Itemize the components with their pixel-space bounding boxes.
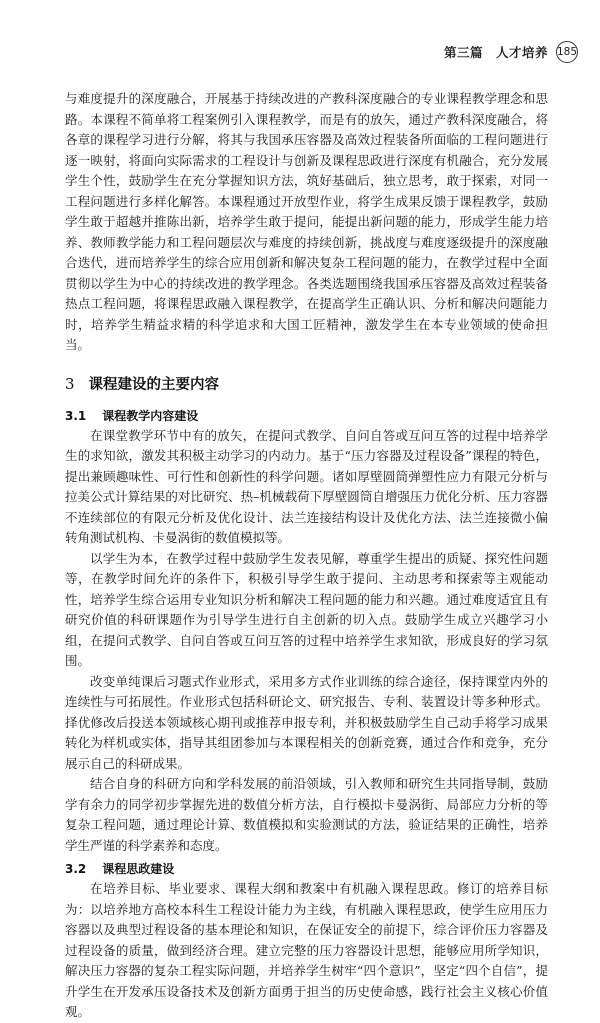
body-text (65, 89, 548, 1023)
paragraph: 改变单纯课后习题式作业形式，采用多方式作业训练的综合途径，保持课堂内外的连续性与可拓展性。作业形式包括科研论文、研究报告、专利、装置设计等多种形式。择优修改后投送本领域核心期刊或推荐申报专利，并积极鼓励学生自己动手将学习成果转化为样机或实体，指导其组团参加与本课程相关的创新竞赛，通过合作和竞争，充分展示自己的科研成果。 (65, 673, 548, 771)
paragraph: 结合自身的科研方向和学科发展的前沿领域，引入教师和研究生共同指导制，鼓励学有余力的同学初步掌握先进的数值分析方法，自行模拟卡曼涡街、局部应力分析的等复杂工程问题，通过理论计算、数值模拟和实验测试的方法，验证结果的正确性，培养学生严谨的科学素养和态度。 (65, 776, 548, 853)
header-title: 第三篇 人才培养 (443, 45, 548, 60)
running-header (444, 41, 578, 63)
section-heading (65, 373, 548, 394)
section-title: 课程建设的主要内容 (88, 376, 220, 393)
subsection-title: 课程教学内容建设 (102, 408, 199, 423)
section-number: 3 (65, 374, 75, 393)
paragraph: 在培养目标、毕业要求、课程大纲和教案中有机融入课程思政。修订的培养目标为：以培养地方高校本科生工程设计能力为主线，有机融入课程思政，使学生应用压力容器以及典型过程设备的基本理论和知识，在保证安全的前提下，综合评价压力容器及过程设备的质量，做到经济合理。建立完整的压力容器设计思想，能够应用所学知识，解决压力容器的复杂工程实际问题，并培养学生树牢“四个意识”，坚定“四个自信”，提升学生在开发承压设备技术及创新方面勇于担当的历史使命感，践行社会主义核心价值观。 (65, 881, 548, 1019)
subsection-heading (65, 859, 548, 879)
page-number: 185 (556, 41, 578, 63)
paragraph: 在课堂教学环节中有的放矢，在提问式教学、自问自答或互问互答的过程中培养学生的求知欲，激发其积极主动学习的内动力。基于“压力容器及过程设备”课程的特色，提出兼顾趣味性、可行性和创新性的科学问题。诸如厚壁圆筒弹塑性应力有限元分析与拉美公式计算结果的对比研究、热–机械载荷下厚壁圆筒自增强压力优化分析、压力容器不连续部位的有限元分析及优化设计、法兰连接结构设计及优化方法、法兰连接微小偏转角测试机构、卡曼涡街的数值模拟等。 (65, 427, 548, 545)
subsection-heading (65, 406, 548, 426)
subsection-number: 3.1 (65, 408, 87, 423)
intro-paragraph: 与难度提升的深度融合，开展基于持续改进的产教科深度融合的专业课程教学理念和思路。本课程不简单将工程案例引入课程教学，而是有的放矢，通过产教科深度融合，将各章的课程学习进行分解，将其与我国承压容器及高效过程装备所面临的工程问题进行逐一映射，将面向实际需求的工程设计与创新及课程思政进行深度有机融合，充分发展学生个性，鼓励学生在充分掌握知识方法，筑好基础后，独立思考，敢于探索，对同一工程问题进行多样化解答。本课程通过开放型作业，将学生成果反馈于课程教学，鼓励学生敢于超越并推陈出新，培养学生敢于提问，能提出新问题的能力，形成学生能力培养、教师教学能力和工程问题层次与难度的持续创新，挑战度与难度逐级提升的深度融合迭代，进而培养学生的综合应用创新和解决复杂工程问题的能力，在教学过程中全面贯彻以学生为中心的持续改进的教学理念。各类选题围绕我国承压容器及高效过程装备热点工程问题，将课程思政融入课程教学，在提高学生正确认识、分析和解决问题能力时，培养学生精益求精的科学追求和大国工匠精神，激发学生在本专业领域的使命担当。 (65, 91, 548, 352)
subsection-title: 课程思政建设 (102, 862, 175, 876)
paragraph: 以学生为本，在教学过程中鼓励学生发表见解，尊重学生提出的质疑、探究性问题等，在教学时间允许的条件下，积极引导学生敢于提问、主动思考和探索等主观能动性，培养学生综合运用专业知识分析和解决工程问题的能力和兴趣。通过难度适宜且有研究价值的科研课题作为引导学生进行自主创新的切入点。鼓励学生成立兴趣学习小组，在提问式教学、自问自答或互问互答的过程中培养学生求知欲，形成良好的学习氛围。 (65, 550, 548, 668)
subsection-number: 3.2 (65, 862, 87, 876)
